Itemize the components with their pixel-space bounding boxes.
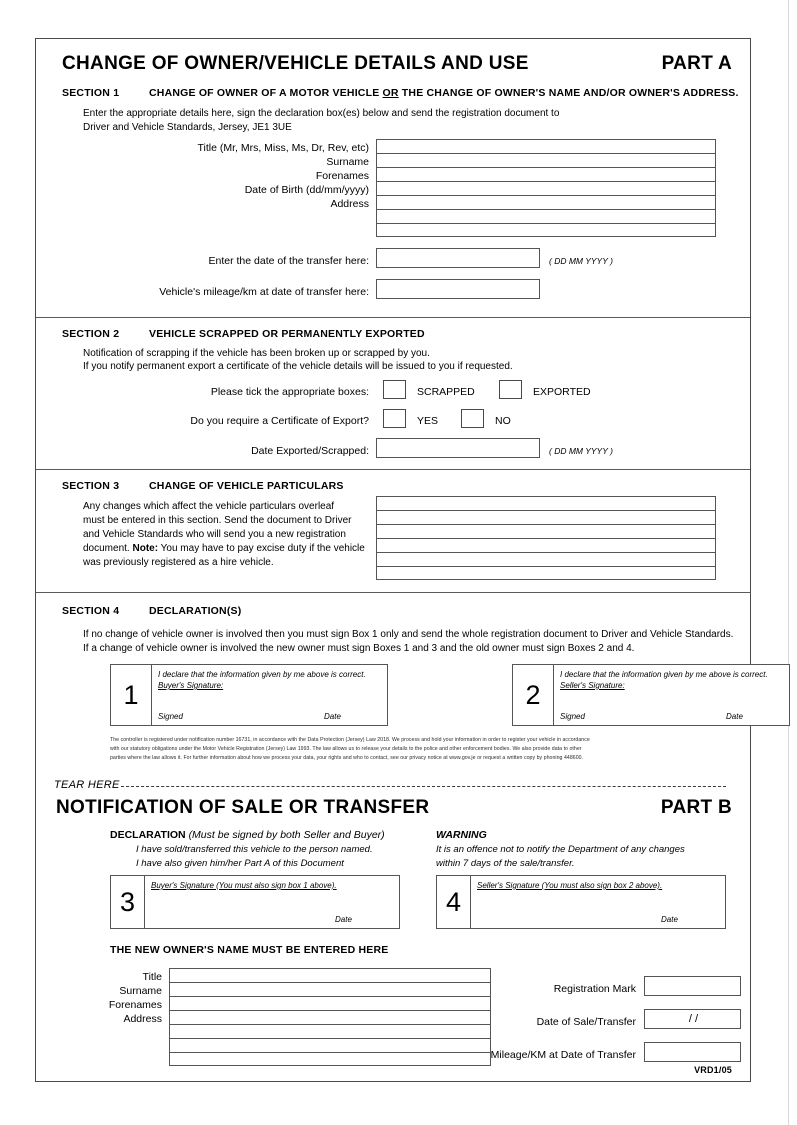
label-tick-boxes: Please tick the appropriate boxes: [210,386,369,398]
date-of-sale-slashes: / / [688,1013,699,1025]
section3-text-line1: Any changes which affect the vehicle particulars overleaf [83,501,335,512]
section4-text-line2: If a change of vehicle owner is involved the new owner must sign Boxes 1 and 3 and the old owner must sign Boxes 2 and 4. [83,643,635,654]
declaration-box-2-signed-label: Signed [560,712,585,721]
checkbox-yes[interactable] [383,409,406,428]
new-owner-address-line1-input[interactable] [170,1011,490,1025]
new-owner-address-line2-input[interactable] [170,1025,490,1039]
section1-title-or: OR [382,87,399,99]
label-address: Address [330,198,369,210]
tear-here-label: TEAR HERE [54,779,120,791]
divider-section3-section4 [36,592,750,593]
section3-text-line4: document. Note: You may have to pay excise duty if the vehicle [83,543,365,554]
section1-instruction-line1: Enter the appropriate details here, sign the declaration box(es) below and send the registration document to [83,108,560,119]
section1-number: SECTION 1 [62,87,120,99]
vehicle-mileage-input[interactable] [376,279,540,299]
section3-text-line5: was previously registered as a hire vehicle. [83,557,274,568]
owner-dob-input[interactable] [377,182,715,196]
particulars-line2-input[interactable] [377,511,715,525]
part-b-warning-line1: It is an offence not to notify the Department of any changes [436,844,685,855]
part-b-warning-heading: WARNING [436,829,487,841]
form-code: VRD1/05 [694,1065,732,1075]
label-vehicle-mileage: Vehicle's mileage/km at date of transfer here: [159,286,369,298]
section2-title: VEHICLE SCRAPPED OR PERMANENTLY EXPORTED [149,328,425,340]
tear-dashed-line [121,786,726,787]
declaration-box-1-text: I declare that the information given by me above is correct. [158,670,366,679]
label-new-owner-forenames: Forenames [108,999,162,1011]
part-b-warning-line2: within 7 days of the sale/transfer. [436,858,575,869]
declaration-box-4-date-label: Date [661,915,678,924]
label-forenames: Forenames [315,170,369,182]
section1-title: CHANGE OF OWNER OF A MOTOR VEHICLE OR THE CHANGE OF OWNER'S NAME AND/OR OWNER'S ADDRESS. [149,87,739,99]
new-owner-title-input[interactable] [170,969,490,983]
declaration-box-3[interactable] [110,875,400,929]
checkbox-scrapped[interactable] [383,380,406,399]
declaration-box-2[interactable] [512,664,790,726]
declaration-box-1-number: 1 [111,665,152,725]
declaration-box-2-number: 2 [513,665,554,725]
privacy-notice-line2: with our statutory obligations under the Motor Vehicle Registration (Jersey) Law 1993. The law allows us to release your details to the police and other enforcement bodies. We also provide data to other [110,746,582,752]
declaration-box-2-text: I declare that the information given by me above is correct. [560,670,768,679]
part-b-declaration-heading: DECLARATION (Must be signed by both Seller and Buyer) [110,829,385,841]
checkbox-exported[interactable] [499,380,522,399]
label-new-owner-surname: Surname [119,985,162,997]
section3-title: CHANGE OF VEHICLE PARTICULARS [149,480,344,492]
section3-text-line3: and Vehicle Standards who will send you a new registration [83,529,346,540]
declaration-box-3-date-label: Date [335,915,352,924]
privacy-notice-line3: parties where the law allows it. For further information about how we process your data, your rights and who to contact, see our privacy notice at www.gov.je or request a written copy by phoning 448600. [110,755,584,761]
part-b-title: NOTIFICATION OF SALE OR TRANSFER [56,797,430,818]
label-scrapped: SCRAPPED [417,386,475,398]
date-of-sale-input[interactable] [644,1009,741,1029]
label-exported: EXPORTED [533,386,591,398]
part-b-label: PART B [660,797,732,818]
particulars-line4-input[interactable] [377,539,715,553]
declaration-box-4-signature-label: Seller's Signature (You must also sign box 2 above). [477,881,663,890]
owner-title-input[interactable] [377,140,715,154]
part-a-label: PART A [661,53,732,74]
label-yes: YES [417,415,439,427]
privacy-notice-line1: The controller is registered under notification number 16731, in accordance with the Data Protection (Jersey) Law 2018. We process and hold your information in order to register your vehicle in accordance [110,737,590,743]
section3-note-keyword: Note: [132,543,159,554]
date-exported-scrapped-hint: ( DD MM YYYY ) [549,446,613,456]
new-owner-surname-input[interactable] [170,983,490,997]
declaration-box-3-number: 3 [111,876,145,928]
date-exported-scrapped-input[interactable] [376,438,540,458]
section2-note-line1: Notification of scrapping if the vehicle has been broken up or scrapped by you. [83,348,430,359]
part-b-declaration-line2: I have also given him/her Part A of this Document [136,858,344,869]
mileage-at-transfer-input[interactable] [644,1042,741,1062]
label-mileage-at-transfer: Mileage/KM at Date of Transfer [490,1049,636,1061]
section3-number: SECTION 3 [62,480,120,492]
label-no: NO [495,415,511,427]
declaration-box-1-date-label: Date [324,712,341,721]
declaration-box-4[interactable] [436,875,726,929]
particulars-line5-input[interactable] [377,553,715,567]
section4-number: SECTION 4 [62,605,120,617]
label-title: Title (Mr, Mrs, Miss, Ms, Dr, Rev, etc) [197,142,369,154]
checkbox-no[interactable] [461,409,484,428]
owner-forenames-input[interactable] [377,168,715,182]
declaration-box-4-number: 4 [437,876,471,928]
particulars-line6-input[interactable] [377,567,715,581]
section3-text-line2: must be entered in this section. Send the document to Driver [83,515,352,526]
transfer-date-hint: ( DD MM YYYY ) [549,256,613,266]
declaration-box-1-signed-label: Signed [158,712,183,721]
declaration-box-2-date-label: Date [726,712,743,721]
section2-note-line2: If you notify permanent export a certificate of the vehicle details will be issued to you if requested. [83,361,513,372]
form-page [35,38,768,1082]
particulars-line3-input[interactable] [377,525,715,539]
section4-text-line1: If no change of vehicle owner is involved then you must sign Box 1 only and send the whole registration document to Driver and Vehicle Standards. [83,629,734,640]
label-new-owner-address: Address [123,1013,162,1025]
scan-edge-artifact [788,0,789,1125]
declaration-box-3-signature-label: Buyer's Signature (You must also sign box 1 above). [151,881,337,890]
owner-address-line2-input[interactable] [377,210,715,224]
particulars-line1-input[interactable] [377,497,715,511]
owner-address-line1-input[interactable] [377,196,715,210]
part-a-title: CHANGE OF OWNER/VEHICLE DETAILS AND USE [62,53,529,74]
transfer-date-input[interactable] [376,248,540,268]
declaration-box-1-signature-label: Buyer's Signature: [158,681,224,690]
label-date-of-birth: Date of Birth (dd/mm/yyyy) [244,184,369,196]
divider-section1-section2 [36,317,750,318]
label-registration-mark: Registration Mark [553,983,636,995]
label-surname: Surname [326,156,369,168]
declaration-box-2-signature-label: Seller's Signature: [560,681,625,690]
registration-mark-input[interactable] [644,976,741,996]
new-owner-heading: THE NEW OWNER'S NAME MUST BE ENTERED HERE [110,944,389,956]
label-transfer-date: Enter the date of the transfer here: [208,255,369,267]
declaration-box-1[interactable] [110,664,388,726]
label-certificate-of-export: Do you require a Certificate of Export? [190,415,369,427]
section1-instruction-line2: Driver and Vehicle Standards, Jersey, JE1 3UE [83,122,292,133]
label-new-owner-title: Title [142,971,162,983]
owner-surname-input[interactable] [377,154,715,168]
vehicle-particulars-box [376,496,716,580]
divider-section2-section3 [36,469,750,470]
section2-number: SECTION 2 [62,328,120,340]
label-date-of-sale: Date of Sale/Transfer [536,1016,636,1028]
owner-address-line3-input[interactable] [377,224,715,238]
part-b-declaration-line1: I have sold/transferred this vehicle to the person named. [136,844,373,855]
section4-title: DECLARATION(S) [149,605,242,617]
owner-details-box [376,139,716,237]
label-date-exported-scrapped: Date Exported/Scrapped: [251,445,369,457]
new-owner-forenames-input[interactable] [170,997,490,1011]
